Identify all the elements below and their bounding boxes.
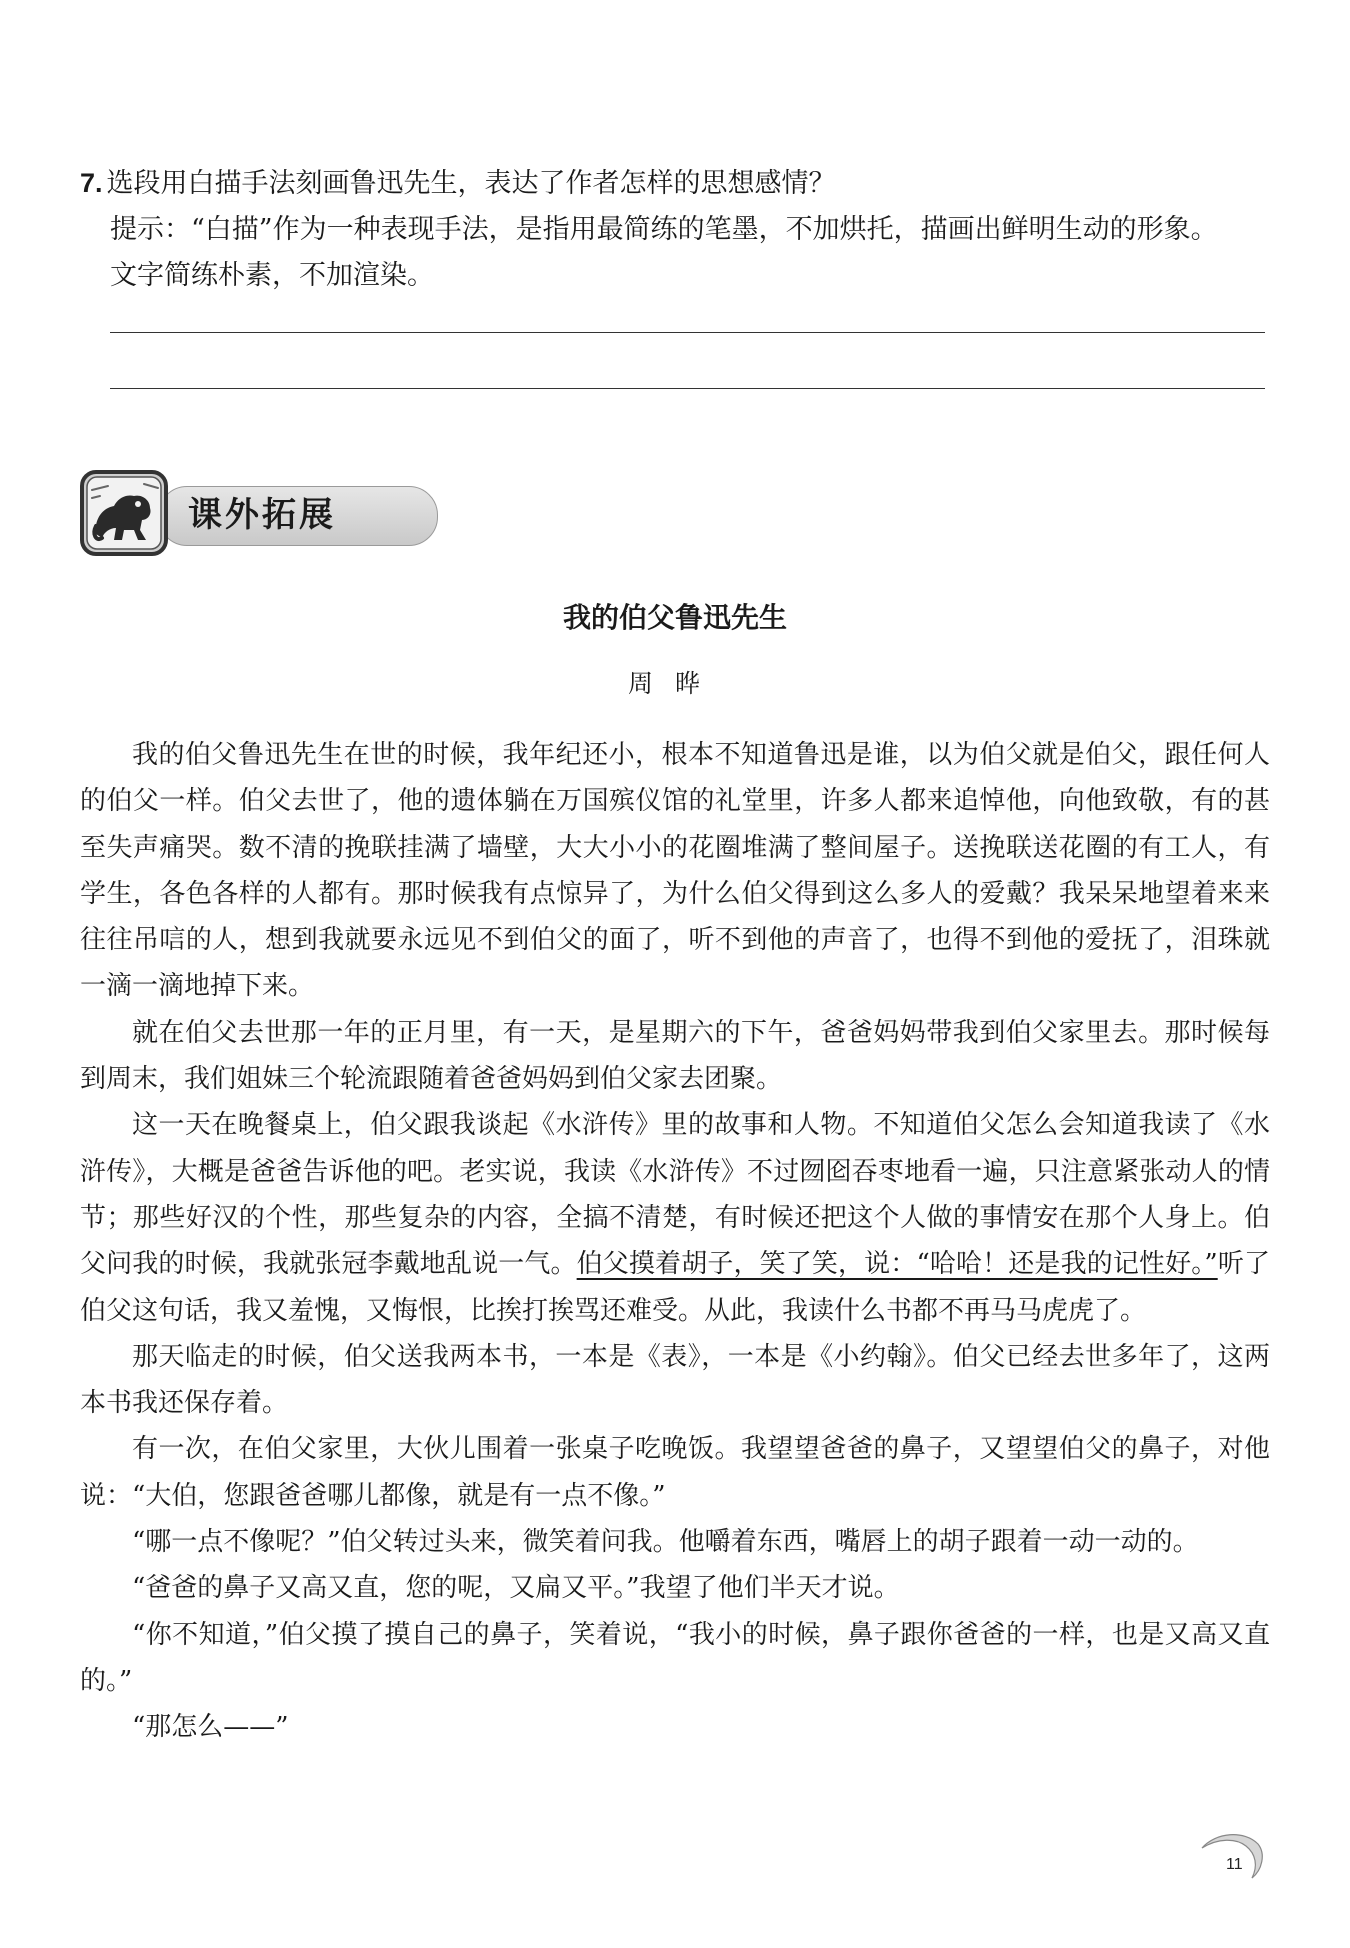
article-author: 周晔: [627, 669, 722, 698]
section-title: 课外拓展: [188, 495, 336, 535]
paragraph: 有一次，在伯父家里，大伙儿围着一张桌子吃晚饭。我望望爸爸的鼻子，又望望伯父的鼻子，对他说：“大伯，您跟爸爸哪儿都像，就是有一点不像。”: [80, 1434, 1270, 1511]
paragraph-text: 听了伯父这句话，我又羞愧，又悔恨，比挨打挨骂还难受。从此，我读什么书都不再马马虎虎了。: [80, 1249, 1270, 1326]
page-number-badge: [1196, 1826, 1268, 1886]
question-line: [80, 160, 1270, 207]
paragraph: “爸爸的鼻子又高又直，您的呢，又扁又平。”我望了他们半天才说。: [132, 1573, 900, 1604]
section-header: [78, 468, 368, 558]
paragraph: “那怎么——”: [132, 1712, 289, 1743]
question-number: 7.: [80, 168, 103, 198]
paragraph: 那天临走的时候，伯父送我两本书，一本是《表》，一本是《小约翰》。伯父已经去世多年了，这两本书我还保存着。: [80, 1341, 1270, 1419]
question-text: 选段用白描手法刻画鲁迅先生，表达了作者怎样的思想感情？: [106, 168, 836, 199]
answer-line-1[interactable]: [110, 332, 1265, 333]
page-number: 11: [1226, 1856, 1243, 1873]
monkey-seal-icon: [78, 468, 170, 558]
paragraph: “哪一点不像呢？”伯父转过头来，微笑着问我。他嚼着东西，嘴唇上的胡子跟着一动一动的。: [132, 1527, 1199, 1558]
paragraph: “你不知道，”伯父摸了摸自己的鼻子，笑着说，“我小的时候，鼻子跟你爸爸的一样，也是又高又直的。”: [80, 1619, 1270, 1696]
paragraph: [80, 1102, 1270, 1333]
paragraph-text: 这一天在晚餐桌上，伯父跟我谈起《水浒传》里的故事和人物。不知道伯父怎么会知道我读了《水浒传》，大概是爸爸告诉他的吧。老实说，我读《水浒传》不过囫囵吞枣地看一遍，只注意紧张动人的情节；那些好汉的个性，那些复杂的内容，全搞不清楚，有时候还把这个人做的事情安在那个人身上。伯父问我的时候，我就张冠李戴地乱说一气。: [80, 1110, 1270, 1280]
article-title: 我的伯父鲁迅先生: [562, 601, 787, 634]
paragraph: 就在伯父去世那一年的正月里，有一天，是星期六的下午，爸爸妈妈带我到伯父家里去。那时候每到周末，我们姐妹三个轮流跟随着爸爸妈妈到伯父家去团聚。: [80, 1017, 1270, 1095]
article-body: [80, 732, 1270, 1751]
hint-line-1: 提示：“白描”作为一种表现手法，是指用最简练的笔墨，不加烘托，描画出鲜明生动的形象。: [110, 214, 1218, 245]
hint-line-2: 文字简练朴素，不加渲染。: [110, 260, 434, 291]
underlined-sentence: 伯父摸着胡子，笑了笑，说：“哈哈！还是我的记性好。”: [576, 1249, 1218, 1280]
answer-line-2[interactable]: [110, 388, 1265, 389]
question-block: [80, 160, 1270, 299]
paragraph: 我的伯父鲁迅先生在世的时候，我年纪还小，根本不知道鲁迅是谁，以为伯父就是伯父，跟任何人的伯父一样。伯父去世了，他的遗体躺在万国殡仪馆的礼堂里，许多人都来追悼他，向他致敬，有的甚至失声痛哭。数不清的挽联挂满了墙壁，大大小小的花圈堆满了整间屋子。送挽联送花圈的有工人，有学生，各色各样的人都有。那时候我有点惊异了，为什么伯父得到这么多人的爱戴？我呆呆地望着来来往往吊唁的人，想到我就要永远见不到伯父的面了，听不到他的声音了，也得不到他的爱抚了，泪珠就一滴一滴地掉下来。: [80, 740, 1270, 1002]
